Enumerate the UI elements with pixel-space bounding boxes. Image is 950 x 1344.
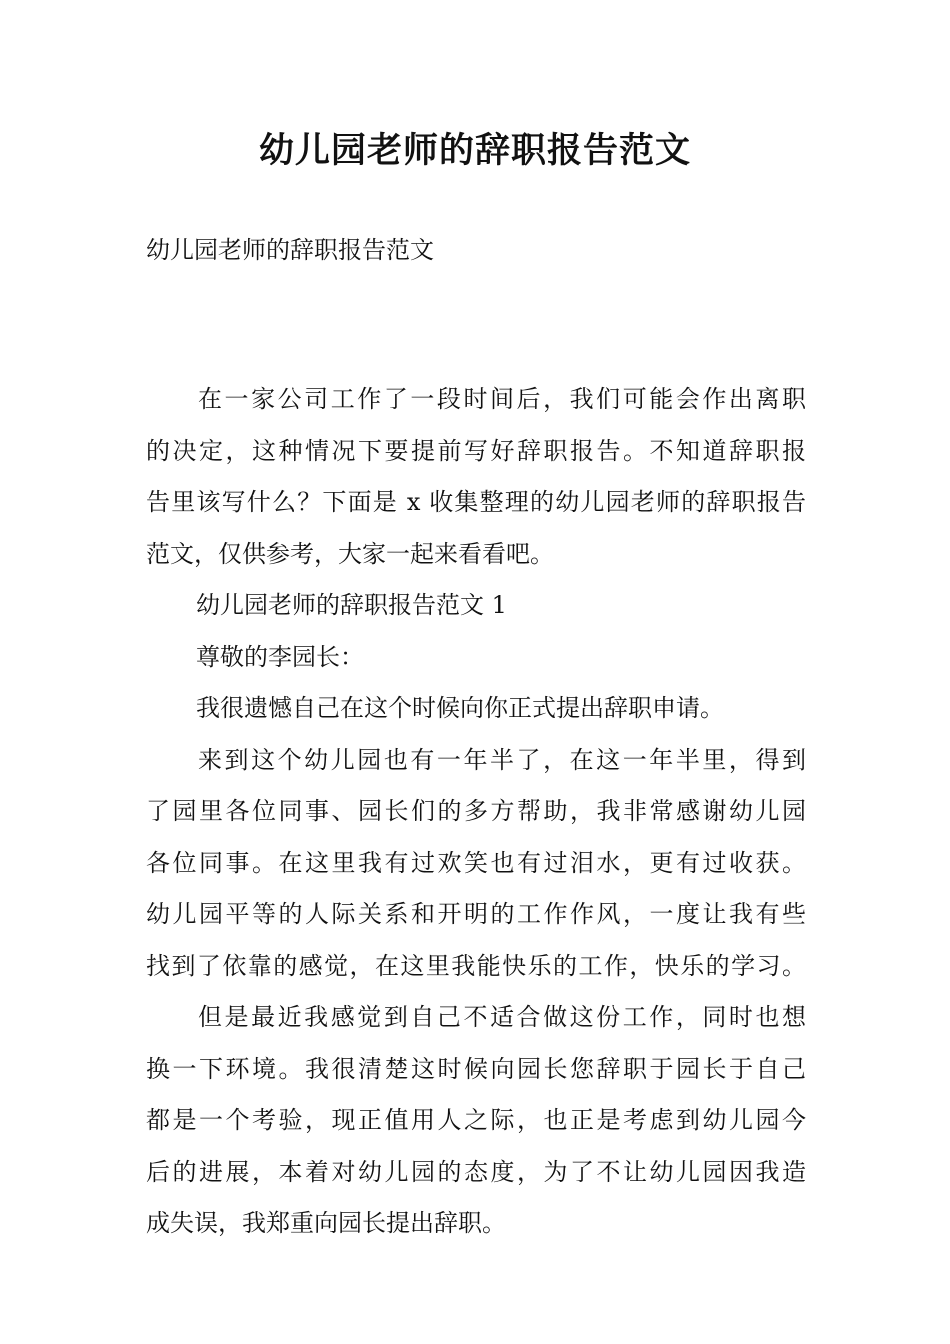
- paragraph-line: 我很遗憾自己在这个时候向你正式提出辞职申请。: [196, 694, 724, 722]
- paragraph-line: 范文，仅供参考，大家一起来看看吧。: [146, 539, 554, 568]
- paragraph-line: 后的进展，本着对幼儿园的态度，为了不让幼儿园因我造: [146, 1157, 806, 1186]
- salutation: 尊敬的李园长：: [196, 642, 364, 671]
- paragraph-line: 了园里各位同事、园长们的多方帮助，我非常感谢幼儿园: [146, 797, 806, 825]
- paragraph-line: 成失误，我郑重向园长提出辞职。: [146, 1209, 506, 1237]
- paragraph-line: 在一家公司工作了一段时间后，我们可能会作出离职: [198, 385, 806, 413]
- paragraph-line: 换一下环境。我很清楚这时候向园长您辞职于园长于自己: [146, 1054, 806, 1083]
- paragraph-line: 告里该写什么？下面是 x 收集整理的幼儿园老师的辞职报告: [146, 488, 806, 516]
- paragraph-line: 的决定，这种情况下要提前写好辞职报告。不知道辞职报: [146, 436, 806, 465]
- paragraph-line: 来到这个幼儿园也有一年半了，在这一年半里，得到: [198, 745, 806, 774]
- document-title: 幼儿园老师的辞职报告范文: [258, 131, 691, 171]
- document-body: [146, 377, 806, 1253]
- section-heading: 幼儿园老师的辞职报告范文 1: [196, 591, 507, 619]
- paragraph-line: 但是最近我感觉到自己不适合做这份工作，同时也想: [198, 1003, 806, 1031]
- paragraph-line: 都是一个考验，现正值用人之际，也正是考虑到幼儿园今: [146, 1106, 806, 1134]
- paragraph-line: 各位同事。在这里我有过欢笑也有过泪水，更有过收获。: [146, 848, 806, 877]
- paragraph-line: 幼儿园平等的人际关系和开明的工作作风，一度让我有些: [146, 900, 806, 928]
- document-subtitle: 幼儿园老师的辞职报告范文: [146, 236, 434, 264]
- paragraph-line: 找到了依靠的感觉，在这里我能快乐的工作，快乐的学习。: [146, 951, 806, 980]
